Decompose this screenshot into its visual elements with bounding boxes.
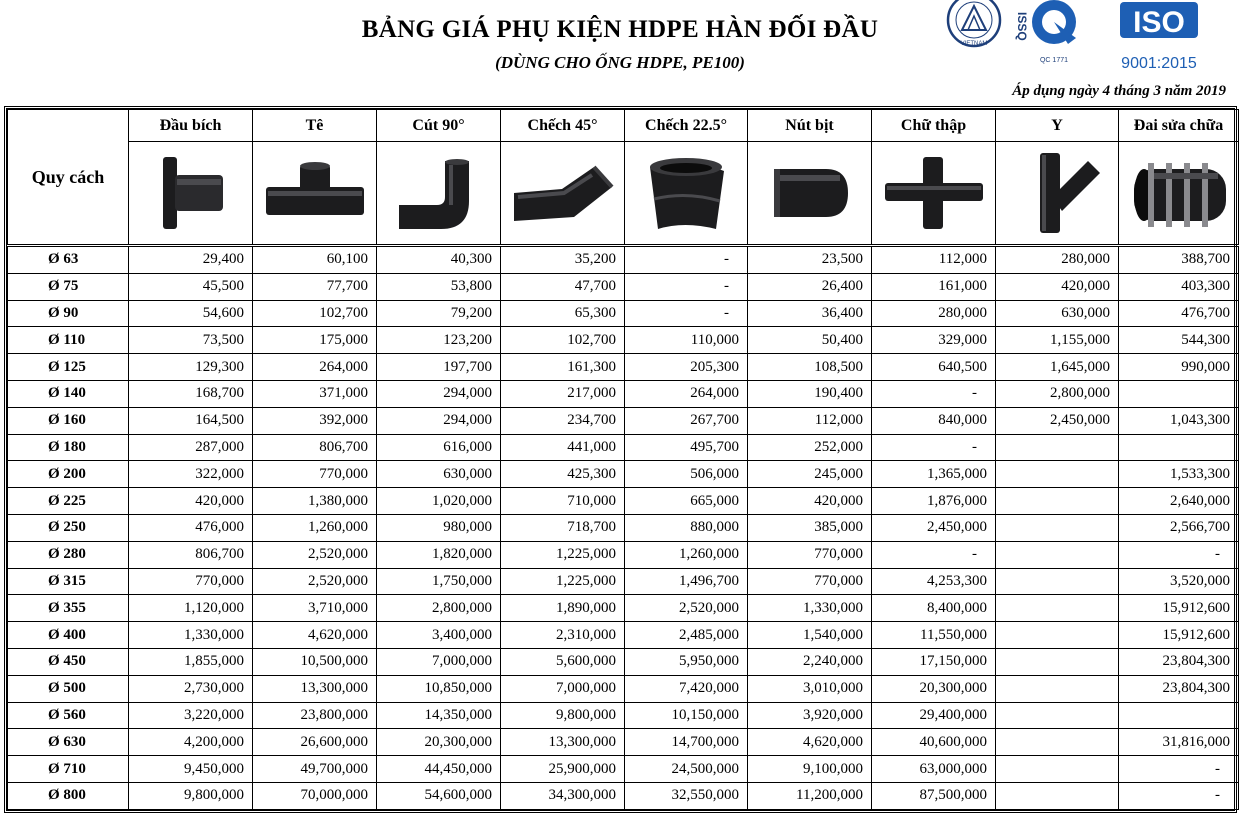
price-cell: 15,912,600 (1119, 622, 1239, 649)
price-cell: 129,300 (129, 354, 253, 381)
price-cell: 26,600,000 (253, 729, 377, 756)
price-cell: 79,200 (377, 300, 501, 327)
price-cell (1119, 380, 1239, 407)
price-cell: 108,500 (748, 354, 872, 381)
price-cell (996, 622, 1119, 649)
price-cell: 3,710,000 (253, 595, 377, 622)
price-cell: 197,700 (377, 354, 501, 381)
price-cell (996, 702, 1119, 729)
price-cell: 40,600,000 (872, 729, 996, 756)
price-cell: 329,000 (872, 327, 996, 354)
size-cell: Ø 180 (8, 434, 129, 461)
effective-date: Áp dụng ngày 4 tháng 3 năm 2019 (1012, 83, 1226, 99)
col-header-y: Y (996, 110, 1119, 142)
price-cell: 245,000 (748, 461, 872, 488)
price-cell: 280,000 (996, 246, 1119, 274)
qc-logo (1032, 0, 1076, 64)
price-cell: 10,150,000 (625, 702, 748, 729)
price-cell: 20,300,000 (377, 729, 501, 756)
price-cell: 544,300 (1119, 327, 1239, 354)
page-title: BẢNG GIÁ PHỤ KIỆN HDPE HÀN ĐỐI ĐẦU (361, 16, 879, 43)
price-cell: 718,700 (501, 514, 625, 541)
price-cell: 1,020,000 (377, 488, 501, 515)
price-cell: 4,620,000 (253, 622, 377, 649)
price-cell: 10,850,000 (377, 675, 501, 702)
price-cell: 1,330,000 (748, 595, 872, 622)
price-cell: 2,730,000 (129, 675, 253, 702)
table-row (8, 756, 1239, 783)
price-cell: 34,300,000 (501, 782, 625, 809)
size-cell: Ø 710 (8, 756, 129, 783)
size-cell: Ø 110 (8, 327, 129, 354)
price-cell: 1,155,000 (996, 327, 1119, 354)
price-cell: 123,200 (377, 327, 501, 354)
price-cell: 54,600,000 (377, 782, 501, 809)
table-row (8, 782, 1239, 809)
bureau-accreditation-logo (948, 0, 1000, 47)
price-cell: 1,260,000 (625, 541, 748, 568)
size-cell: Ø 250 (8, 514, 129, 541)
price-cell: 1,533,300 (1119, 461, 1239, 488)
price-cell: 385,000 (748, 514, 872, 541)
price-cell: 87,500,000 (872, 782, 996, 809)
price-cell: 2,520,000 (253, 568, 377, 595)
price-cell: 252,000 (748, 434, 872, 461)
price-cell: 2,520,000 (625, 595, 748, 622)
price-cell: 5,600,000 (501, 648, 625, 675)
price-cell: 17,150,000 (872, 648, 996, 675)
col-header-elbow-45: Chếch 45° (501, 110, 625, 142)
table-row (8, 648, 1239, 675)
price-cell: 11,550,000 (872, 622, 996, 649)
price-cell: 7,000,000 (501, 675, 625, 702)
price-cell: - (1119, 756, 1239, 783)
svg-text:9001:2015: 9001:2015 (1121, 55, 1197, 72)
price-cell (1119, 434, 1239, 461)
price-cell: 24,500,000 (625, 756, 748, 783)
price-cell: 392,000 (253, 407, 377, 434)
price-cell: 980,000 (377, 514, 501, 541)
price-cell (996, 595, 1119, 622)
size-cell: Ø 63 (8, 246, 129, 274)
price-cell: 2,450,000 (872, 514, 996, 541)
table-row (8, 354, 1239, 381)
price-cell (996, 568, 1119, 595)
price-cell: 806,700 (129, 541, 253, 568)
svg-text:QC 1771: QC 1771 (1039, 57, 1069, 64)
price-cell (996, 729, 1119, 756)
price-cell: 616,000 (377, 434, 501, 461)
price-cell: 710,000 (501, 488, 625, 515)
size-cell: Ø 315 (8, 568, 129, 595)
price-cell (1119, 702, 1239, 729)
table-row (8, 461, 1239, 488)
size-cell: Ø 630 (8, 729, 129, 756)
elbow-90-icon (377, 142, 501, 246)
price-cell: - (625, 300, 748, 327)
price-cell: 23,800,000 (253, 702, 377, 729)
price-cell: 2,800,000 (996, 380, 1119, 407)
price-cell: 371,000 (253, 380, 377, 407)
table-row (8, 246, 1239, 274)
price-cell: 3,520,000 (1119, 568, 1239, 595)
price-cell: 53,800 (377, 273, 501, 300)
price-cell: 23,804,300 (1119, 648, 1239, 675)
price-cell: 420,000 (129, 488, 253, 515)
price-cell: 3,920,000 (748, 702, 872, 729)
price-cell: 161,000 (872, 273, 996, 300)
svg-text:VIETNAM: VIETNAM (960, 41, 988, 47)
table-row (8, 702, 1239, 729)
table-row (8, 434, 1239, 461)
price-cell: 3,010,000 (748, 675, 872, 702)
price-cell: 77,700 (253, 273, 377, 300)
price-cell: 9,800,000 (501, 702, 625, 729)
price-cell: 40,300 (377, 246, 501, 274)
price-cell: 29,400,000 (872, 702, 996, 729)
price-cell: 9,450,000 (129, 756, 253, 783)
price-cell: 1,365,000 (872, 461, 996, 488)
price-cell: 15,912,600 (1119, 595, 1239, 622)
price-cell: 294,000 (377, 407, 501, 434)
price-cell: 880,000 (625, 514, 748, 541)
price-cell: 1,496,700 (625, 568, 748, 595)
price-cell: 9,100,000 (748, 756, 872, 783)
flange-adapter-icon (129, 142, 253, 246)
price-cell: 164,500 (129, 407, 253, 434)
price-cell: 770,000 (253, 461, 377, 488)
table-row (8, 622, 1239, 649)
elbow-22-5-icon (625, 142, 748, 246)
price-cell (996, 782, 1119, 809)
price-table (4, 106, 1237, 813)
price-cell: 3,400,000 (377, 622, 501, 649)
price-cell (996, 756, 1119, 783)
price-cell: 2,310,000 (501, 622, 625, 649)
size-cell: Ø 140 (8, 380, 129, 407)
price-cell: 1,645,000 (996, 354, 1119, 381)
price-cell: 1,330,000 (129, 622, 253, 649)
price-cell: 420,000 (748, 488, 872, 515)
price-cell: 287,000 (129, 434, 253, 461)
price-cell: 840,000 (872, 407, 996, 434)
price-cell: 1,820,000 (377, 541, 501, 568)
price-cell: 205,300 (625, 354, 748, 381)
price-cell (996, 675, 1119, 702)
price-cell: - (1119, 541, 1239, 568)
price-cell: 7,000,000 (377, 648, 501, 675)
col-header-end-cap: Nút bịt (748, 110, 872, 142)
col-header-flange: Đầu bích (129, 110, 253, 142)
price-cell: 2,800,000 (377, 595, 501, 622)
table-row (8, 300, 1239, 327)
price-cell: 770,000 (129, 568, 253, 595)
price-cell: 26,400 (748, 273, 872, 300)
price-cell: 47,700 (501, 273, 625, 300)
price-cell: 425,300 (501, 461, 625, 488)
price-cell: 1,855,000 (129, 648, 253, 675)
price-cell: 102,700 (501, 327, 625, 354)
price-cell: 476,000 (129, 514, 253, 541)
size-cell: Ø 400 (8, 622, 129, 649)
price-cell: 640,500 (872, 354, 996, 381)
issq-logo (1015, 12, 1029, 41)
table-row (8, 407, 1239, 434)
table-row (8, 541, 1239, 568)
price-cell: - (872, 380, 996, 407)
price-cell: 630,000 (996, 300, 1119, 327)
table-row (8, 380, 1239, 407)
size-cell: Ø 200 (8, 461, 129, 488)
size-cell: Ø 125 (8, 354, 129, 381)
price-cell: 1,120,000 (129, 595, 253, 622)
price-cell (996, 648, 1119, 675)
col-header-tee: Tê (253, 110, 377, 142)
price-cell: 264,000 (625, 380, 748, 407)
table-row (8, 273, 1239, 300)
price-cell: 665,000 (625, 488, 748, 515)
price-cell: 44,450,000 (377, 756, 501, 783)
col-header-elbow-22-5: Chếch 22.5° (625, 110, 748, 142)
price-cell: 190,400 (748, 380, 872, 407)
price-cell: 322,000 (129, 461, 253, 488)
price-cell: 29,400 (129, 246, 253, 274)
iso-logo (1120, 2, 1198, 72)
price-cell: 8,400,000 (872, 595, 996, 622)
price-cell: 168,700 (129, 380, 253, 407)
col-header-cross: Chữ thập (872, 110, 996, 142)
price-cell: 25,900,000 (501, 756, 625, 783)
price-cell: 1,380,000 (253, 488, 377, 515)
price-cell: - (625, 246, 748, 274)
price-cell: - (625, 273, 748, 300)
certification-logos (938, 0, 1238, 76)
table-row (8, 675, 1239, 702)
price-cell: 2,240,000 (748, 648, 872, 675)
svg-text:ISO: ISO (1133, 6, 1185, 39)
price-cell: 770,000 (748, 568, 872, 595)
page-subtitle: (DÙNG CHO ỐNG HDPE, PE100) (495, 53, 745, 72)
price-cell: 45,500 (129, 273, 253, 300)
price-cell: 4,253,300 (872, 568, 996, 595)
price-cell: 2,520,000 (253, 541, 377, 568)
price-cell: 2,566,700 (1119, 514, 1239, 541)
price-cell: 1,540,000 (748, 622, 872, 649)
price-cell: 280,000 (872, 300, 996, 327)
size-cell: Ø 280 (8, 541, 129, 568)
price-cell: 112,000 (872, 246, 996, 274)
price-cell (996, 488, 1119, 515)
price-cell: 14,700,000 (625, 729, 748, 756)
price-cell: 403,300 (1119, 273, 1239, 300)
price-cell: 3,220,000 (129, 702, 253, 729)
price-cell: 506,000 (625, 461, 748, 488)
col-header-elbow-90: Cút 90° (377, 110, 501, 142)
price-cell: 32,550,000 (625, 782, 748, 809)
price-cell: 31,816,000 (1119, 729, 1239, 756)
price-cell: 4,200,000 (129, 729, 253, 756)
price-cell: 388,700 (1119, 246, 1239, 274)
price-cell: 2,485,000 (625, 622, 748, 649)
price-cell: 50,400 (748, 327, 872, 354)
cross-icon (872, 142, 996, 246)
price-cell (996, 514, 1119, 541)
price-cell: 234,700 (501, 407, 625, 434)
price-cell: 2,450,000 (996, 407, 1119, 434)
table-row (8, 488, 1239, 515)
price-cell: 1,890,000 (501, 595, 625, 622)
price-cell: 1,225,000 (501, 541, 625, 568)
price-cell: 11,200,000 (748, 782, 872, 809)
svg-text:ISSQ: ISSQ (1015, 12, 1029, 41)
price-cell: 1,260,000 (253, 514, 377, 541)
size-cell: Ø 560 (8, 702, 129, 729)
price-cell: 70,000,000 (253, 782, 377, 809)
table-row (8, 595, 1239, 622)
price-cell: 102,700 (253, 300, 377, 327)
price-cell: 23,804,300 (1119, 675, 1239, 702)
size-cell: Ø 500 (8, 675, 129, 702)
price-cell: 1,750,000 (377, 568, 501, 595)
price-cell: 1,043,300 (1119, 407, 1239, 434)
size-cell: Ø 450 (8, 648, 129, 675)
price-cell: 13,300,000 (253, 675, 377, 702)
price-cell: - (1119, 782, 1239, 809)
table-row (8, 568, 1239, 595)
end-cap-icon (748, 142, 872, 246)
price-cell: 54,600 (129, 300, 253, 327)
price-cell: 806,700 (253, 434, 377, 461)
table-row (8, 327, 1239, 354)
price-cell: 7,420,000 (625, 675, 748, 702)
price-cell: 1,876,000 (872, 488, 996, 515)
price-cell (996, 541, 1119, 568)
repair-clamp-icon (1119, 142, 1239, 246)
price-cell: 267,700 (625, 407, 748, 434)
price-cell: 1,225,000 (501, 568, 625, 595)
size-cell: Ø 225 (8, 488, 129, 515)
price-cell: 112,000 (748, 407, 872, 434)
price-cell: 770,000 (748, 541, 872, 568)
price-cell: 9,800,000 (129, 782, 253, 809)
price-cell: 630,000 (377, 461, 501, 488)
size-cell: Ø 800 (8, 782, 129, 809)
size-cell: Ø 90 (8, 300, 129, 327)
price-cell: 35,200 (501, 246, 625, 274)
price-cell: 36,400 (748, 300, 872, 327)
price-cell: 990,000 (1119, 354, 1239, 381)
price-cell: 13,300,000 (501, 729, 625, 756)
price-cell: 495,700 (625, 434, 748, 461)
price-cell: 4,620,000 (748, 729, 872, 756)
price-cell: - (872, 434, 996, 461)
size-cell: Ø 75 (8, 273, 129, 300)
price-cell: 49,700,000 (253, 756, 377, 783)
size-cell: Ø 160 (8, 407, 129, 434)
price-cell: 73,500 (129, 327, 253, 354)
price-cell: 441,000 (501, 434, 625, 461)
price-cell: 14,350,000 (377, 702, 501, 729)
price-cell: 20,300,000 (872, 675, 996, 702)
y-branch-icon (996, 142, 1119, 246)
price-cell: 175,000 (253, 327, 377, 354)
price-cell: 10,500,000 (253, 648, 377, 675)
price-cell (996, 461, 1119, 488)
price-cell: 65,300 (501, 300, 625, 327)
table-row (8, 514, 1239, 541)
table-row (8, 729, 1239, 756)
price-cell: 2,640,000 (1119, 488, 1239, 515)
spec-header: Quy cách (8, 110, 129, 246)
price-cell: 294,000 (377, 380, 501, 407)
price-cell: - (872, 541, 996, 568)
price-cell: 420,000 (996, 273, 1119, 300)
price-cell (996, 434, 1119, 461)
price-cell: 161,300 (501, 354, 625, 381)
price-cell: 60,100 (253, 246, 377, 274)
tee-icon (253, 142, 377, 246)
price-cell: 5,950,000 (625, 648, 748, 675)
elbow-45-icon (501, 142, 625, 246)
price-cell: 217,000 (501, 380, 625, 407)
col-header-repair-clamp: Đai sửa chữa (1119, 110, 1239, 142)
price-cell: 476,700 (1119, 300, 1239, 327)
price-cell: 110,000 (625, 327, 748, 354)
price-cell: 63,000,000 (872, 756, 996, 783)
price-cell: 23,500 (748, 246, 872, 274)
size-cell: Ø 355 (8, 595, 129, 622)
price-cell: 264,000 (253, 354, 377, 381)
